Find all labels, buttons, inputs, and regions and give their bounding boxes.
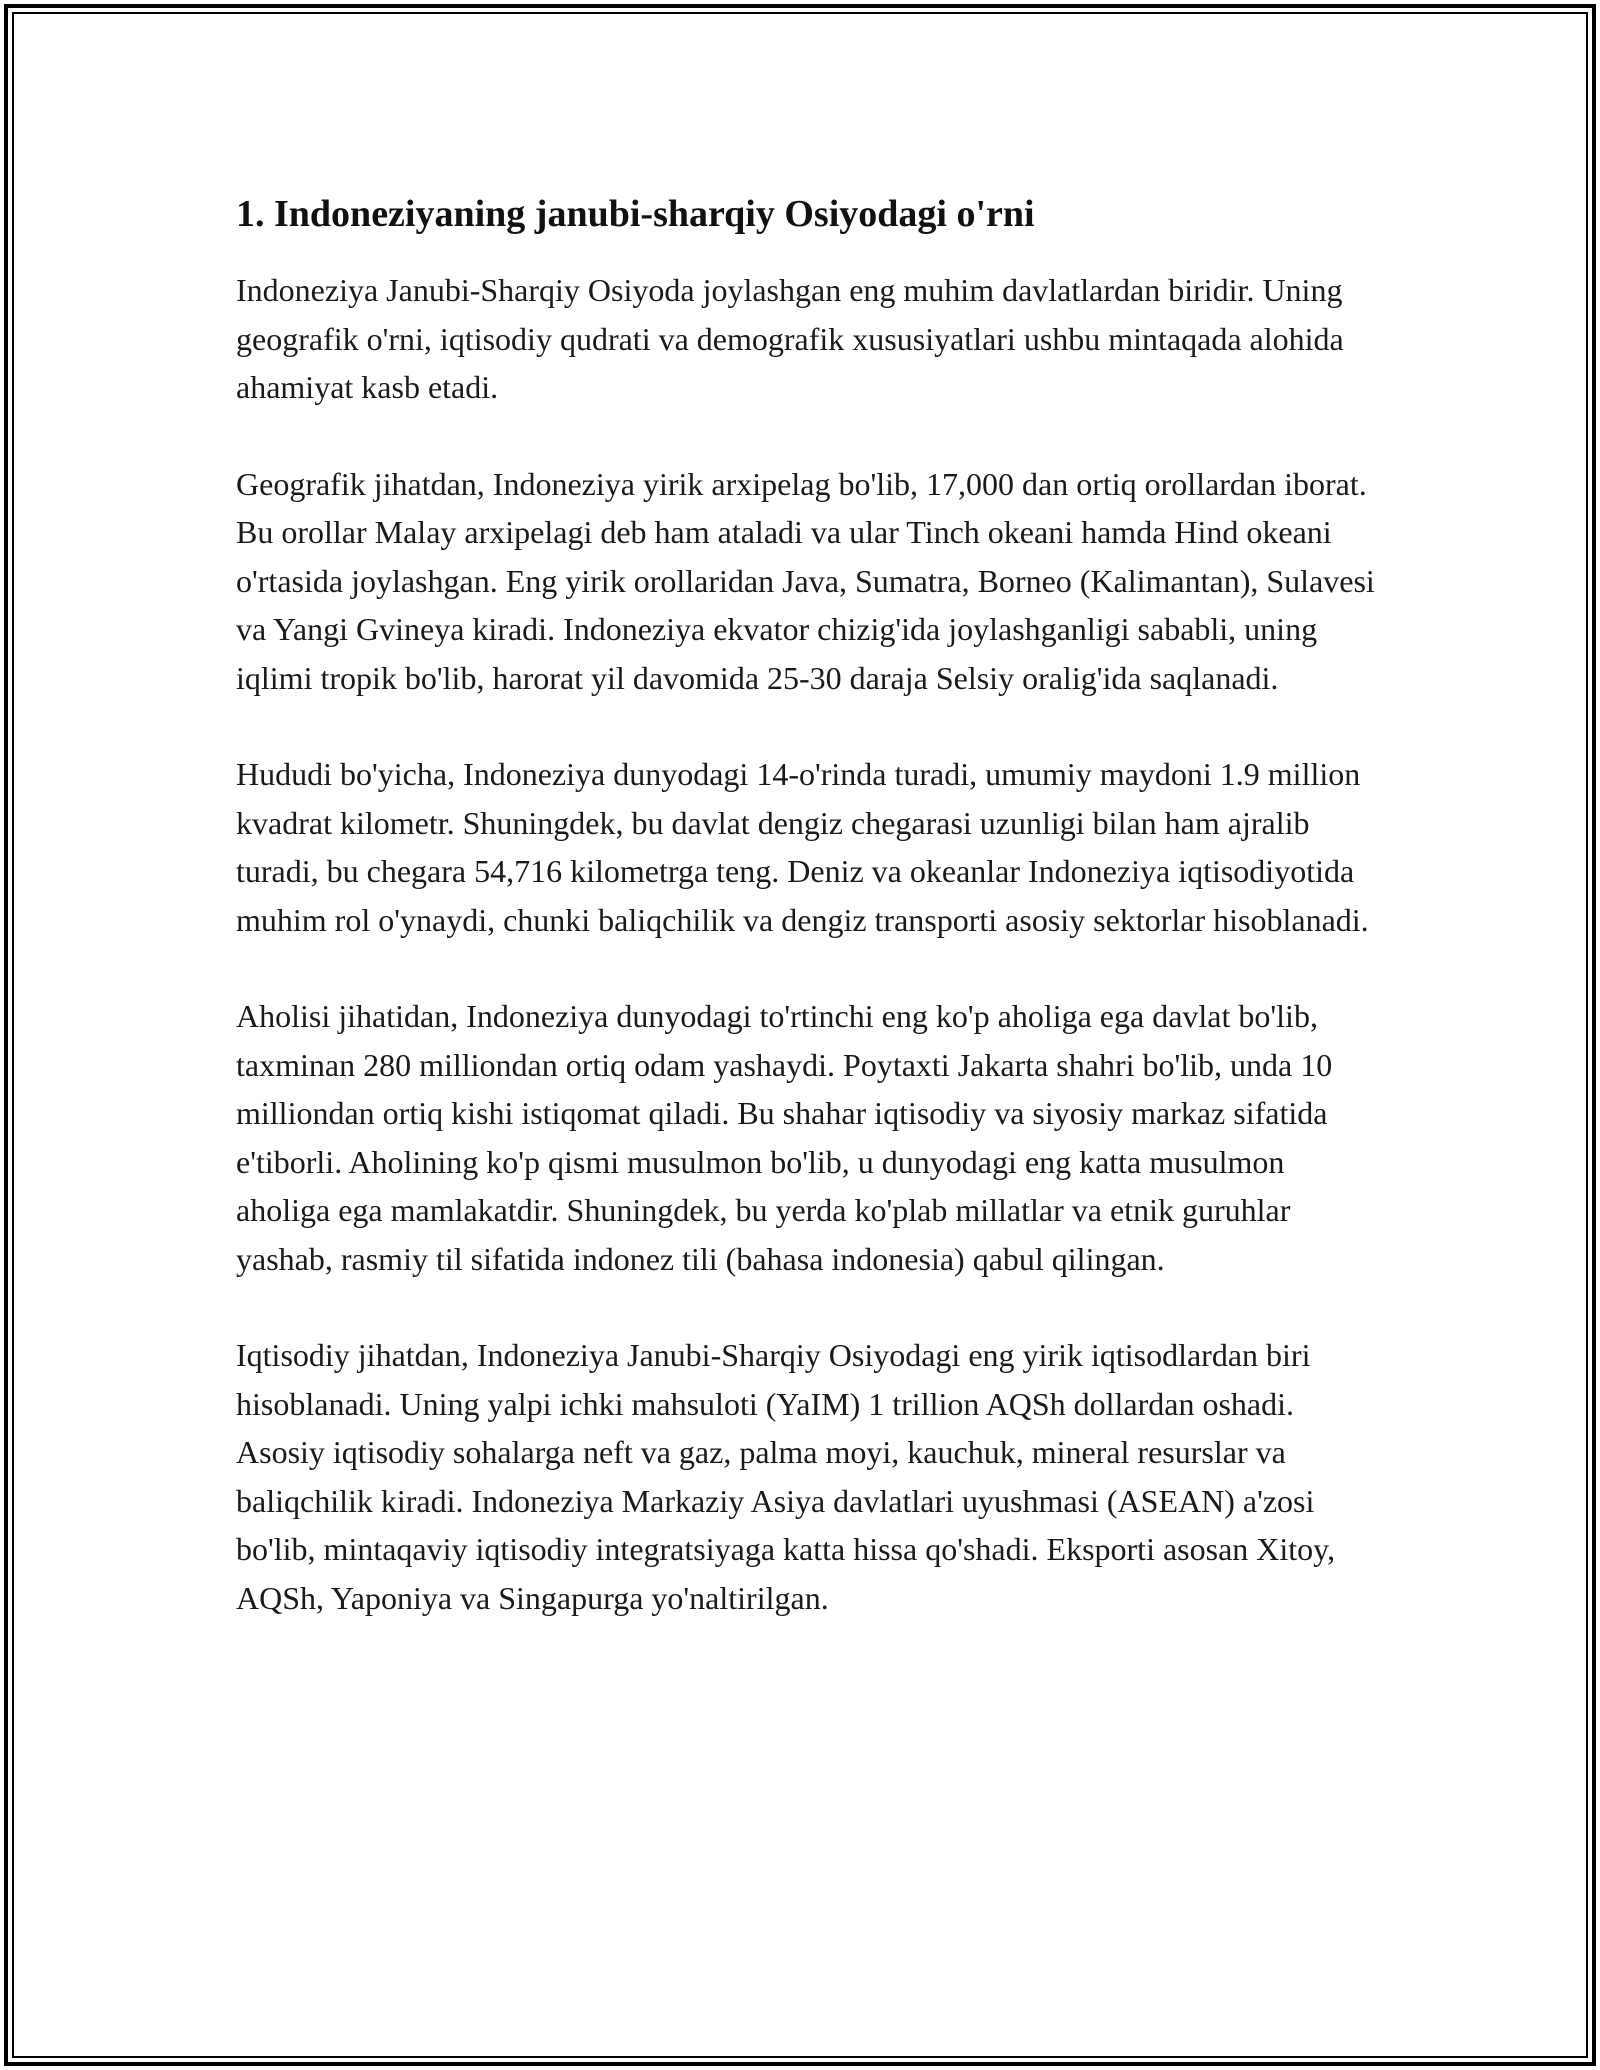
- paragraph-economy: Iqtisodiy jihatdan, Indoneziya Janubi-Sharqiy Osiyodagi eng yirik iqtisodlardan biri hisoblanadi. Uning yalpi ichki mahsuloti (YaIM) 1 trillion AQSh dollardan oshadi. Asosiy iqtisodiy sohalarga neft va gaz, palma moyi, kauchuk, mineral resurslar va baliqchilik kiradi. Indoneziya Markaziy Asiya davlatlari uyushmasi (ASEAN) a'zosi bo'lib, mintaqaviy iqtisodiy integratsiyaga katta hissa qo'shadi. Eksporti asosan Xitoy, AQSh, Yaponiya va Singapurga yo'naltirilgan.: [236, 1337, 1336, 1616]
- paragraph-intro: Indoneziya Janubi-Sharqiy Osiyoda joylashgan eng muhim davlatlardan biridir. Uning geografik o'rni, iqtisodiy qudrati va demografik xususiyatlari ushbu mintaqada alohida ahamiyat kasb etadi.: [236, 272, 1344, 405]
- document-body: [236, 188, 1376, 1670]
- paragraph-territory: Hududi bo'yicha, Indoneziya dunyodagi 14-o'rinda turadi, umumiy maydoni 1.9 million kvadrat kilometr. Shuningdek, bu davlat dengiz chegarasi uzunligi bilan ham ajralib turadi, bu chegara 54,716 kilometrga teng. Deniz va okeanlar Indoneziya iqtisodiyotida muhim rol o'ynaydi, chunki baliqchilik va dengiz transporti asosiy sektorlar hisoblanadi.: [236, 756, 1369, 938]
- paragraph-population: Aholisi jihatidan, Indoneziya dunyodagi to'rtinchi eng ko'p aholiga ega davlat bo'lib, taxminan 280 milliondan ortiq odam yashaydi. Poytaxti Jakarta shahri bo'lib, unda 10 milliondan ortiq kishi istiqomat qiladi. Bu shahar iqtisodiy va siyosiy markaz sifatida e'tiborli. Aholining ko'p qismi musulmon bo'lib, u dunyodagi eng katta musulmon aholiga ega mamlakatdir. Shuningdek, bu yerda ko'plab millatlar va etnik guruhlar yashab, rasmiy til sifatida indonez tili (bahasa indonesia) qabul qilingan.: [236, 998, 1333, 1277]
- paragraph-geography: Geografik jihatdan, Indoneziya yirik arxipelag bo'lib, 17,000 dan ortiq orollardan iborat. Bu orollar Malay arxipelagi deb ham ataladi va ular Tinch okeani hamda Hind okeani o'rtasida joylashgan. Eng yirik orollaridan Java, Sumatra, Borneo (Kalimantan), Sulavesi va Yangi Gvineya kiradi. Indoneziya ekvator chizig'ida joylashganligi sababli, uning iqlimi tropik bo'lib, harorat yil davomida 25-30 daraja Selsiy oralig'ida saqlanadi.: [236, 465, 1375, 696]
- document-title: 1. Indoneziyaning janubi-sharqiy Osiyodagi o'rni: [236, 193, 1035, 235]
